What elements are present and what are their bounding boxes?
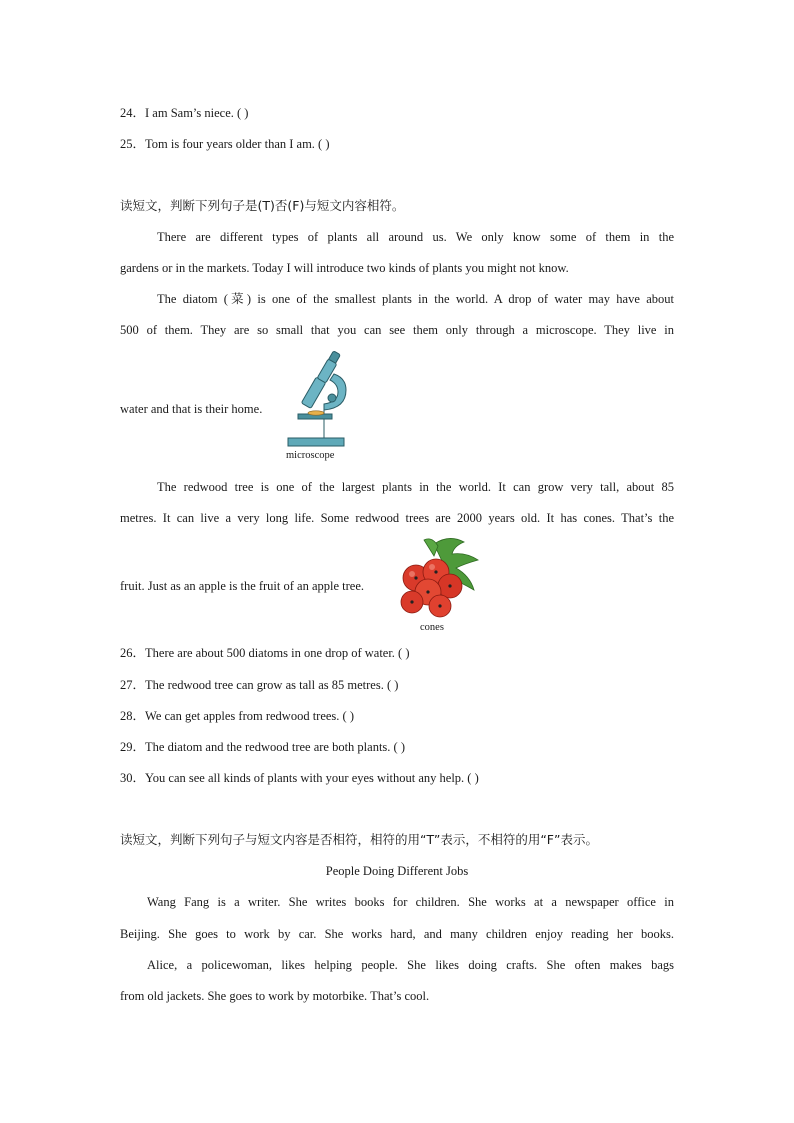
- question-text: I am Sam’s niece. ( ): [145, 106, 249, 120]
- cones-caption: cones: [420, 622, 444, 633]
- question-text: The diatom and the redwood tree are both plants. ( ): [145, 740, 405, 754]
- question-number: 24．: [120, 106, 146, 120]
- question-number: 27．: [120, 678, 146, 692]
- passage1-line: The diatom (菜) is one of the smallest plants in the world. A drop of water may have about: [157, 292, 674, 306]
- question-number: 26．: [120, 646, 146, 660]
- passage1-line: water and that is their home.: [120, 402, 263, 416]
- question-number: 28．: [120, 709, 146, 723]
- passage2-line: Beijing. She goes to work by car. She works hard, and many children enjoy reading her books.: [120, 927, 674, 941]
- microscope-image: [284, 350, 354, 450]
- question-27: [120, 677, 674, 693]
- section2-instruction: 读短文，判断下列句子与短文内容是否相符，相符的用“T”表示，不相符的用“F”表示。: [120, 832, 598, 847]
- passage1-line: fruit. Just as an apple is the fruit of an apple tree.: [120, 579, 365, 593]
- microscope-caption: microscope: [286, 450, 335, 461]
- passage2-line: Wang Fang is a writer. She writes books for children. She works at a newspaper office in: [147, 895, 674, 909]
- passage1-line: gardens or in the markets. Today I will introduce two kinds of plants you might not know.: [120, 261, 569, 275]
- question-text: Tom is four years older than I am. ( ): [145, 137, 330, 151]
- passage1-line: There are different types of plants all around us. We only know some of them in the: [157, 230, 674, 244]
- question-text: There are about 500 diatoms in one drop of water. ( ): [145, 646, 410, 660]
- question-text: You can see all kinds of plants with your eyes without any help. ( ): [145, 771, 479, 785]
- question-25: [120, 136, 674, 152]
- question-text: We can get apples from redwood trees. ( ): [145, 709, 354, 723]
- question-number: 30．: [120, 771, 146, 785]
- passage1-line: The redwood tree is one of the largest plants in the world. It can grow very tall, about 85: [157, 480, 674, 494]
- question-26: [120, 645, 674, 661]
- passage1-line: 500 of them. They are so small that you can see them only through a microscope. They live in: [120, 323, 674, 337]
- section1-instruction: 读短文，判断下列句子是(T)否(F)与短文内容相符。: [120, 198, 405, 213]
- question-number: 25．: [120, 137, 146, 151]
- cones-image: [394, 534, 484, 622]
- passage2-line: Alice, a policewoman, likes helping people. She likes doing crafts. She often makes bags: [147, 958, 674, 972]
- passage2-line: from old jackets. She goes to work by motorbike. That’s cool.: [120, 989, 430, 1003]
- question-30: [120, 770, 674, 786]
- passage1-line: metres. It can live a very long life. Some redwood trees are 2000 years old. It has cones. That’s the: [120, 511, 674, 525]
- passage2-title: People Doing Different Jobs: [325, 864, 469, 878]
- question-number: 29．: [120, 740, 146, 754]
- question-28: [120, 708, 674, 724]
- question-24: [120, 105, 674, 121]
- question-text: The redwood tree can grow as tall as 85 metres. ( ): [145, 678, 399, 692]
- question-29: [120, 739, 674, 755]
